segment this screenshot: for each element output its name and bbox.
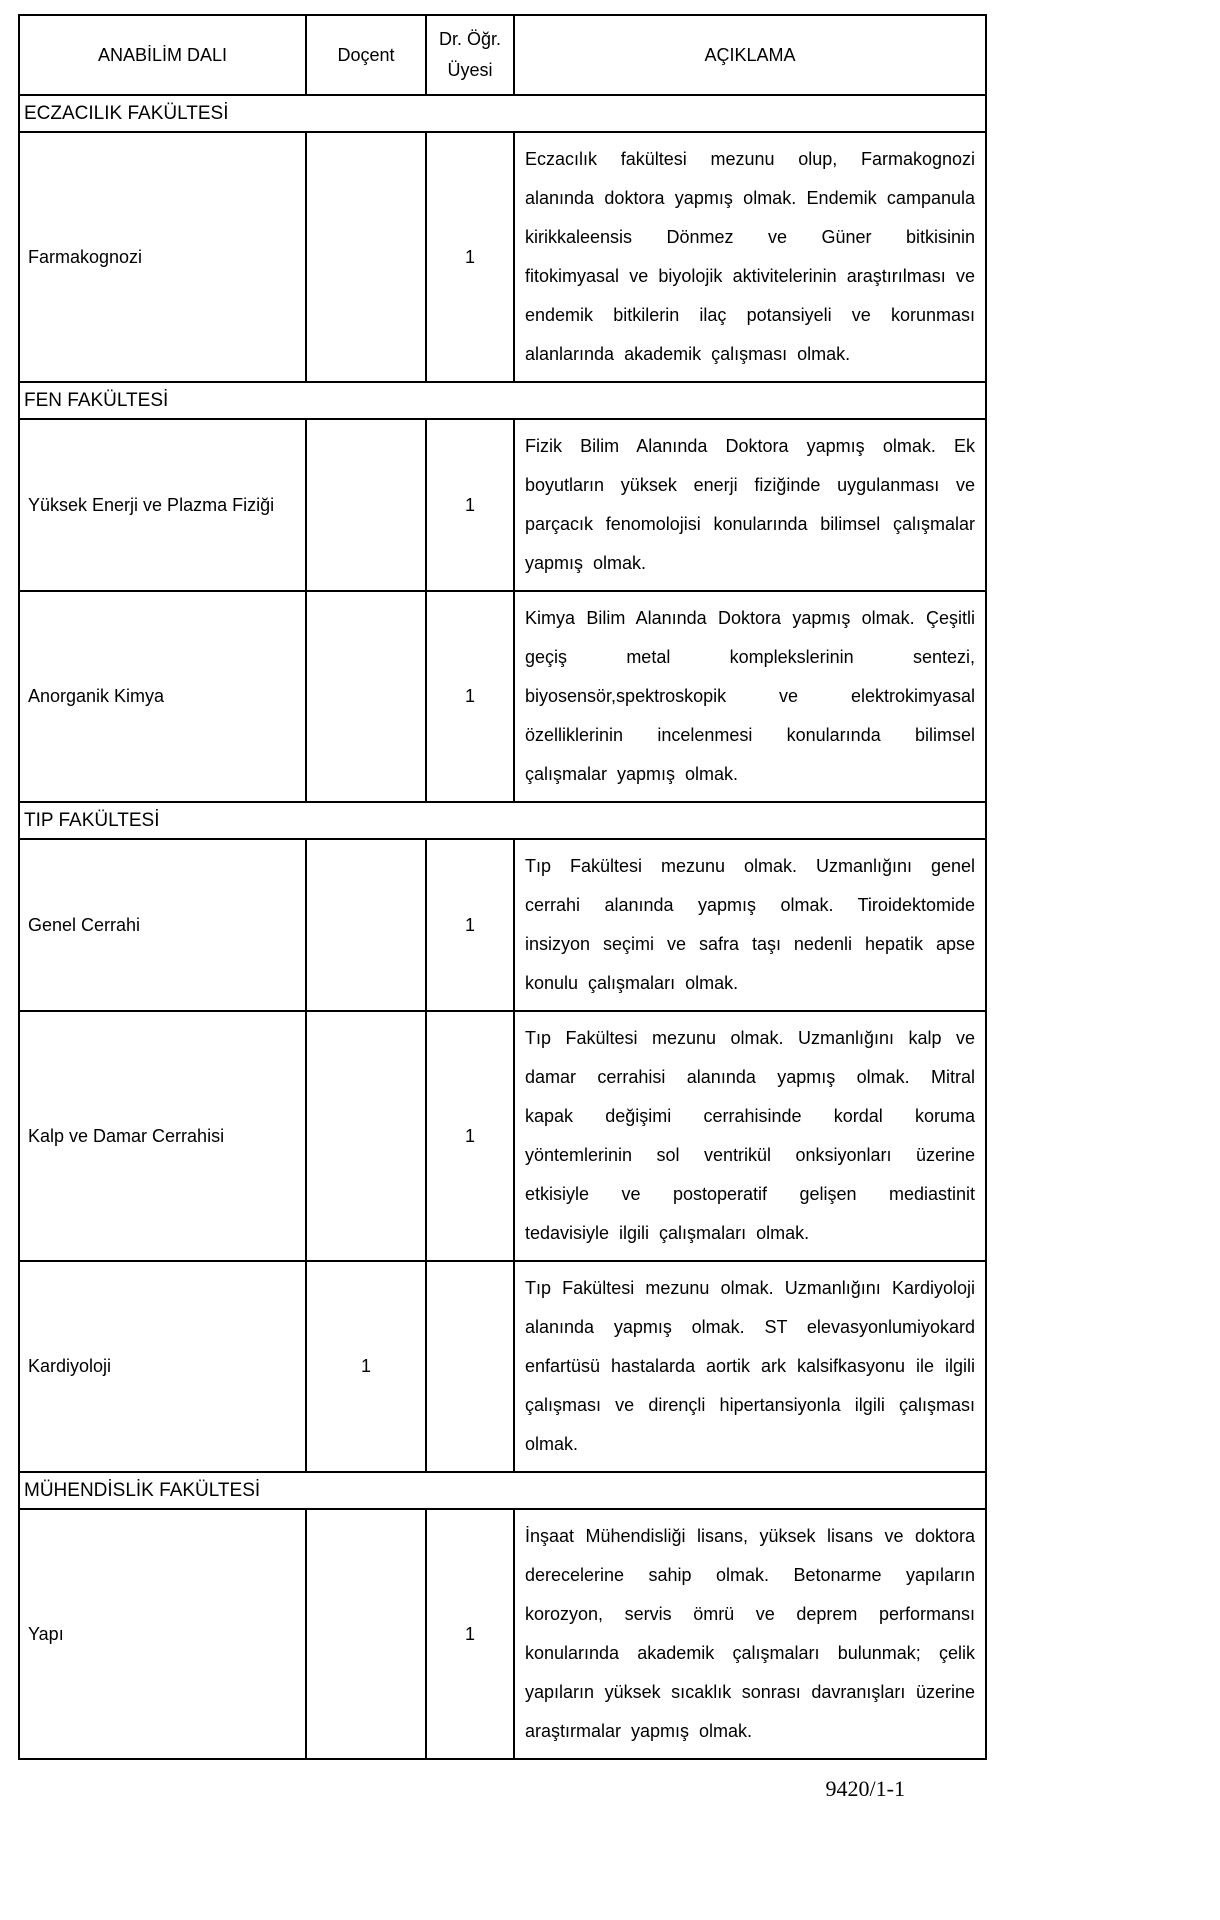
table-header bbox=[19, 15, 986, 95]
faculty-section-row bbox=[19, 802, 986, 839]
column-header-dr-ogr-uyesi: Dr. Öğr. Üyesi bbox=[426, 15, 514, 95]
department-name: Kalp ve Damar Cerrahisi bbox=[19, 1011, 306, 1261]
department-description: Tıp Fakültesi mezunu olmak. Uzmanlığını kalp ve damar cerrahisi alanında yapmış olmak. Mitral kapak değişimi cerrahisinde kordal koruma yöntemlerinin sol ventrikül onksiyonları üzerine etkisiyle ve postoperatif gelişen mediastinit tedavisiyle ilgili çalışmaları olmak. bbox=[514, 1011, 986, 1261]
faculty-name: MÜHENDİSLİK FAKÜLTESİ bbox=[19, 1472, 986, 1509]
docent-count bbox=[306, 1509, 426, 1759]
docent-count bbox=[306, 1011, 426, 1261]
department-row bbox=[19, 1509, 986, 1759]
docent-count bbox=[306, 839, 426, 1011]
dr-ogr-uyesi-count: 1 bbox=[426, 132, 514, 382]
docent-count: 1 bbox=[306, 1261, 426, 1472]
department-row bbox=[19, 419, 986, 591]
dr-ogr-uyesi-count: 1 bbox=[426, 419, 514, 591]
department-name: Yüksek Enerji ve Plazma Fiziği bbox=[19, 419, 306, 591]
department-name: Farmakognozi bbox=[19, 132, 306, 382]
faculty-name: TIP FAKÜLTESİ bbox=[19, 802, 986, 839]
docent-count bbox=[306, 132, 426, 382]
faculty-name: FEN FAKÜLTESİ bbox=[19, 382, 986, 419]
column-header-aciklama: AÇIKLAMA bbox=[514, 15, 986, 95]
department-description: Tıp Fakültesi mezunu olmak. Uzmanlığını Kardiyoloji alanında yapmış olmak. ST elevasyonlumiyokard enfartüsü hastalarda aortik ark kalsifkasyonu ile ilgili çalışması ve dirençli hipertansiyonla ilgili çalışması olmak. bbox=[514, 1261, 986, 1472]
academic-positions-table bbox=[18, 14, 987, 1760]
dr-ogr-uyesi-count: 1 bbox=[426, 839, 514, 1011]
department-description: Eczacılık fakültesi mezunu olup, Farmakognozi alanında doktora yapmış olmak. Endemik campanula kirikkaleensis Dönmez ve Güner bitkisinin fitokimyasal ve biyolojik aktivitelerinin araştırılması ve endemik bitkilerin ilaç potansiyeli ve korunması alanlarında akademik çalışması olmak. bbox=[514, 132, 986, 382]
dr-ogr-uyesi-count: 1 bbox=[426, 1011, 514, 1261]
department-row bbox=[19, 839, 986, 1011]
department-row bbox=[19, 1011, 986, 1261]
department-description: İnşaat Mühendisliği lisans, yüksek lisans ve doktora derecelerine sahip olmak. Betonarme yapıların korozyon, servis ömrü ve deprem performansı konularında akademik çalışmaları bulunmak; çelik yapıların yüksek sıcaklık sonrası davranışları üzerine araştırmalar yapmış olmak. bbox=[514, 1509, 986, 1759]
department-description: Fizik Bilim Alanında Doktora yapmış olmak. Ek boyutların yüksek enerji fiziğinde uygulanması ve parçacık fenomolojisi konularında bilimsel çalışmalar yapmış olmak. bbox=[514, 419, 986, 591]
faculty-section-row bbox=[19, 95, 986, 132]
header-row bbox=[19, 15, 986, 95]
department-row bbox=[19, 132, 986, 382]
docent-count bbox=[306, 419, 426, 591]
department-description: Kimya Bilim Alanında Doktora yapmış olmak. Çeşitli geçiş metal komplekslerinin sentezi, biyosensör,spektroskopik ve elektrokimyasal özelliklerinin incelenmesi konularında bilimsel çalışmalar yapmış olmak. bbox=[514, 591, 986, 802]
column-header-anabilim-dali: ANABİLİM DALI bbox=[19, 15, 306, 95]
page-number: 9420/1-1 bbox=[825, 1776, 905, 1801]
department-name: Kardiyoloji bbox=[19, 1261, 306, 1472]
column-header-docent: Doçent bbox=[306, 15, 426, 95]
dr-ogr-uyesi-count: 1 bbox=[426, 1509, 514, 1759]
docent-count bbox=[306, 591, 426, 802]
department-row bbox=[19, 591, 986, 802]
faculty-section-row bbox=[19, 1472, 986, 1509]
table-body bbox=[19, 95, 986, 1759]
dr-ogr-uyesi-count: 1 bbox=[426, 591, 514, 802]
department-name: Yapı bbox=[19, 1509, 306, 1759]
dr-ogr-uyesi-count bbox=[426, 1261, 514, 1472]
faculty-section-row bbox=[19, 382, 986, 419]
department-description: Tıp Fakültesi mezunu olmak. Uzmanlığını genel cerrahi alanında yapmış olmak. Tiroidektomide insizyon seçimi ve safra taşı nedenli hepatik apse konulu çalışmaları olmak. bbox=[514, 839, 986, 1011]
department-row bbox=[19, 1261, 986, 1472]
faculty-name: ECZACILIK FAKÜLTESİ bbox=[19, 95, 986, 132]
department-name: Genel Cerrahi bbox=[19, 839, 306, 1011]
department-name: Anorganik Kimya bbox=[19, 591, 306, 802]
